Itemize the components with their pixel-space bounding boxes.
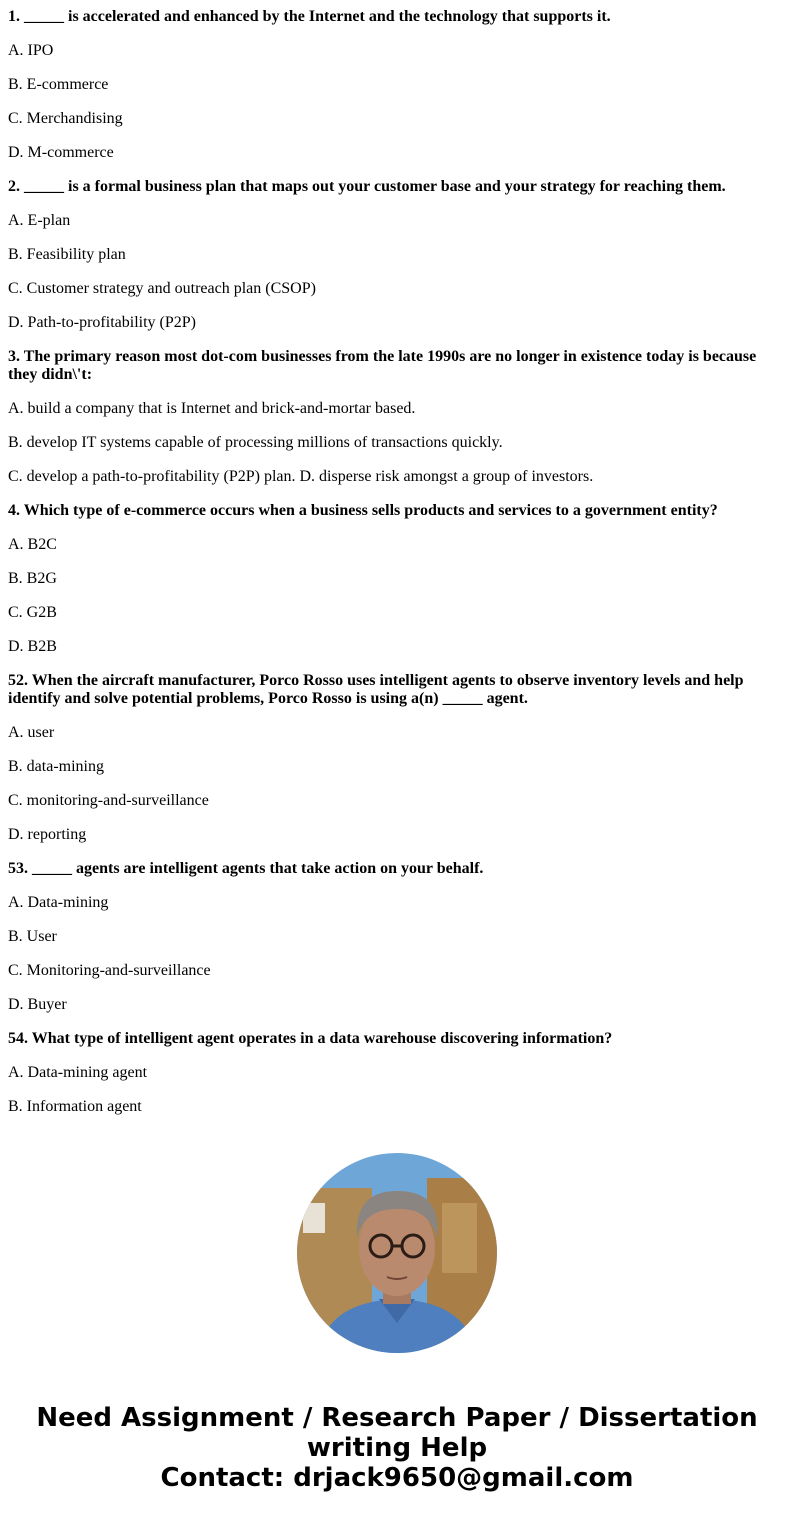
answer-option: C. monitoring-and-surveillance xyxy=(8,792,209,809)
question-text: 54. What type of intelligent agent operates in a data warehouse discovering information? xyxy=(8,1030,613,1047)
answer-option: A. B2C xyxy=(8,536,57,553)
answer-option: C. Customer strategy and outreach plan (CSOP) xyxy=(8,280,316,297)
promo-footer xyxy=(0,1403,794,1493)
answer-option: A. E-plan xyxy=(8,212,71,229)
answer-option: A. Data-mining xyxy=(8,894,109,911)
answer-option: B. User xyxy=(8,928,57,945)
contact-line: Contact: drjack9650@gmail.com xyxy=(160,1463,634,1493)
question-text: 1. _____ is accelerated and enhanced by the Internet and the technology that supports it. xyxy=(8,8,611,25)
answer-option: B. Feasibility plan xyxy=(8,246,126,263)
answer-option: D. B2B xyxy=(8,638,57,655)
promo-line: Need Assignment / Research Paper / Dissertation xyxy=(36,1403,758,1433)
answer-option: D. M-commerce xyxy=(8,144,114,161)
portrait-wall-pattern xyxy=(442,1203,477,1273)
question-text: 52. When the aircraft manufacturer, Porco Rosso uses intelligent agents to observe inventory levels and help identify and solve potential problems, Porco Rosso is using a(n) _____ agent. xyxy=(8,672,744,707)
answer-option: C. G2B xyxy=(8,604,57,621)
answer-option: A. IPO xyxy=(8,42,54,59)
question-text: 3. The primary reason most dot-com businesses from the late 1990s are no longer in existence today is because they didn\'t: xyxy=(8,348,757,383)
answer-option: D. Path-to-profitability (P2P) xyxy=(8,314,196,331)
answer-option: B. data-mining xyxy=(8,758,104,775)
quiz-content xyxy=(8,0,786,1124)
answer-option: B. B2G xyxy=(8,570,57,587)
question-text: 2. _____ is a formal business plan that maps out your customer base and your strategy for reaching them. xyxy=(8,178,726,195)
portrait-switchboard xyxy=(303,1203,325,1233)
question-text: 53. _____ agents are intelligent agents that take action on your behalf. xyxy=(8,860,484,877)
answer-option: C. Merchandising xyxy=(8,110,123,127)
answer-option: D. reporting xyxy=(8,826,87,843)
answer-option: A. build a company that is Internet and brick-and-mortar based. xyxy=(8,400,416,417)
answer-option: C. Monitoring-and-surveillance xyxy=(8,962,211,979)
answer-option: B. E-commerce xyxy=(8,76,109,93)
person-portrait-icon xyxy=(297,1153,497,1353)
promo-line: writing Help xyxy=(306,1433,488,1463)
question-text: 4. Which type of e-commerce occurs when a business sells products and services to a government entity? xyxy=(8,502,718,519)
answer-option: B. develop IT systems capable of processing millions of transactions quickly. xyxy=(8,434,503,451)
answer-option: A. Data-mining agent xyxy=(8,1064,148,1081)
answer-option: C. develop a path-to-profitability (P2P) plan. D. disperse risk amongst a group of investors. xyxy=(8,468,594,485)
author-avatar xyxy=(297,1153,497,1353)
answer-option: A. user xyxy=(8,724,55,741)
answer-option: D. Buyer xyxy=(8,996,67,1013)
answer-option: B. Information agent xyxy=(8,1098,142,1115)
